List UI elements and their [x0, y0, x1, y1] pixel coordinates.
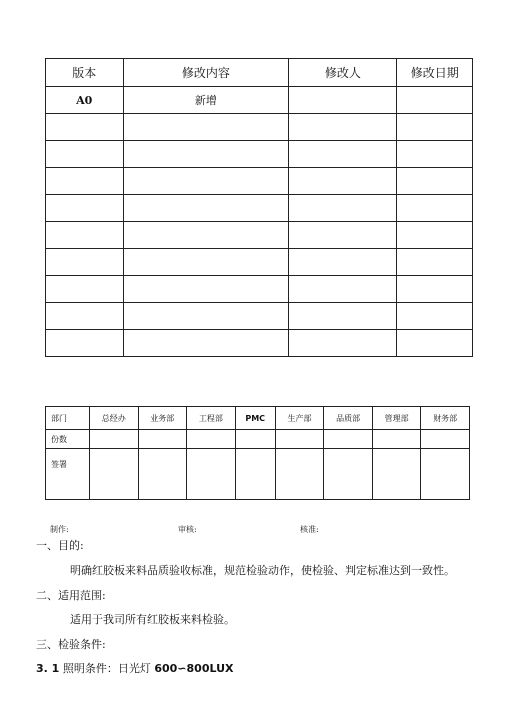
revision-cell[interactable]: [46, 249, 124, 276]
revision-cell[interactable]: [46, 330, 124, 357]
revision-cell[interactable]: [289, 249, 397, 276]
sign-cell[interactable]: [372, 449, 421, 500]
revision-row: [46, 303, 473, 330]
revision-cell[interactable]: [46, 168, 124, 195]
revision-header-cell: 修改日期: [397, 59, 473, 87]
copies-cell[interactable]: [372, 430, 421, 449]
revision-cell[interactable]: [123, 114, 289, 141]
distribution-table: [45, 406, 470, 500]
dept-engineering: 工程部: [187, 407, 236, 430]
revision-header-row: [46, 59, 473, 87]
section-1-title: 一、目的:: [36, 539, 84, 552]
dept-finance: 财务部: [421, 407, 470, 430]
revision-cell[interactable]: [46, 303, 124, 330]
revision-cell[interactable]: [123, 249, 289, 276]
section-3-1-line: [36, 660, 234, 676]
revision-cell[interactable]: [46, 114, 124, 141]
revision-row: [46, 195, 473, 222]
revision-cell[interactable]: [397, 303, 473, 330]
copies-row: [46, 430, 470, 449]
section-2-title: 二、适用范围:: [36, 589, 106, 602]
revision-cell[interactable]: [289, 276, 397, 303]
revision-row: [46, 276, 473, 303]
revision-cell[interactable]: [397, 87, 473, 114]
sign-cell[interactable]: [421, 449, 470, 500]
revision-cell[interactable]: [397, 276, 473, 303]
revision-cell[interactable]: [397, 168, 473, 195]
section-3-1-value: 600∽800LUX: [154, 662, 234, 675]
revision-header-cell: 修改人: [289, 59, 397, 87]
copies-cell[interactable]: [138, 430, 187, 449]
revision-row: [46, 330, 473, 357]
revision-cell[interactable]: 新增: [123, 87, 289, 114]
revision-cell[interactable]: [397, 114, 473, 141]
section-3-1-label: 照明条件：日光灯: [62, 662, 151, 675]
revision-row: [46, 168, 473, 195]
revision-row: [46, 222, 473, 249]
copies-cell[interactable]: [90, 430, 139, 449]
revision-table: [45, 58, 473, 357]
revision-cell[interactable]: [397, 249, 473, 276]
sign-row: [46, 449, 470, 500]
sign-label: 签署: [46, 449, 90, 500]
revision-cell[interactable]: [289, 330, 397, 357]
revision-cell[interactable]: [123, 222, 289, 249]
made-by-label: 制作:: [50, 525, 69, 534]
copies-cell[interactable]: [275, 430, 324, 449]
copies-cell[interactable]: [421, 430, 470, 449]
revision-cell[interactable]: [46, 276, 124, 303]
revision-cell[interactable]: [289, 87, 397, 114]
revision-cell[interactable]: [123, 303, 289, 330]
sign-cell[interactable]: [187, 449, 236, 500]
dept-business: 业务部: [138, 407, 187, 430]
reviewed-by-label: 审核:: [178, 525, 197, 534]
revision-row: [46, 141, 473, 168]
revision-cell[interactable]: [289, 114, 397, 141]
dept-production: 生产部: [275, 407, 324, 430]
section-3-1-number: 3. 1: [36, 662, 60, 675]
revision-cell[interactable]: A0: [46, 87, 124, 114]
sign-cell[interactable]: [138, 449, 187, 500]
revision-header-cell: 修改内容: [123, 59, 289, 87]
copies-cell[interactable]: [187, 430, 236, 449]
revision-cell[interactable]: [289, 222, 397, 249]
sign-cell[interactable]: [235, 449, 275, 500]
revision-cell[interactable]: [46, 195, 124, 222]
dept-management: 管理部: [372, 407, 421, 430]
revision-row: [46, 114, 473, 141]
revision-cell[interactable]: [289, 168, 397, 195]
department-label: 部门: [46, 407, 90, 430]
revision-cell[interactable]: [46, 222, 124, 249]
section-1-body: 明确红胶板来料品质验收标准，规范检验动作，使检验、判定标准达到一致性。: [70, 564, 455, 577]
copies-cell[interactable]: [235, 430, 275, 449]
revision-cell[interactable]: [397, 222, 473, 249]
revision-cell[interactable]: [123, 141, 289, 168]
dept-pmc: PMC: [235, 407, 275, 430]
revision-cell[interactable]: [289, 141, 397, 168]
section-3-title: 三、检验条件:: [36, 638, 106, 651]
revision-cell[interactable]: [46, 141, 124, 168]
sign-cell[interactable]: [275, 449, 324, 500]
copies-label: 份数: [46, 430, 90, 449]
revision-cell[interactable]: [123, 330, 289, 357]
revision-row: [46, 87, 473, 114]
dept-quality: 品质部: [324, 407, 373, 430]
department-row: [46, 407, 470, 430]
revision-cell[interactable]: [397, 330, 473, 357]
revision-cell[interactable]: [123, 168, 289, 195]
revision-cell[interactable]: [123, 195, 289, 222]
revision-cell[interactable]: [397, 141, 473, 168]
revision-cell[interactable]: [289, 195, 397, 222]
revision-row: [46, 249, 473, 276]
revision-cell[interactable]: [123, 276, 289, 303]
sign-cell[interactable]: [324, 449, 373, 500]
revision-header-cell: 版本: [46, 59, 124, 87]
dept-general-office: 总经办: [90, 407, 139, 430]
section-2-body: 适用于我司所有红胶板来料检验。: [70, 613, 235, 626]
sign-cell[interactable]: [90, 449, 139, 500]
revision-cell[interactable]: [289, 303, 397, 330]
copies-cell[interactable]: [324, 430, 373, 449]
approved-by-label: 核准:: [300, 525, 319, 534]
revision-cell[interactable]: [397, 195, 473, 222]
